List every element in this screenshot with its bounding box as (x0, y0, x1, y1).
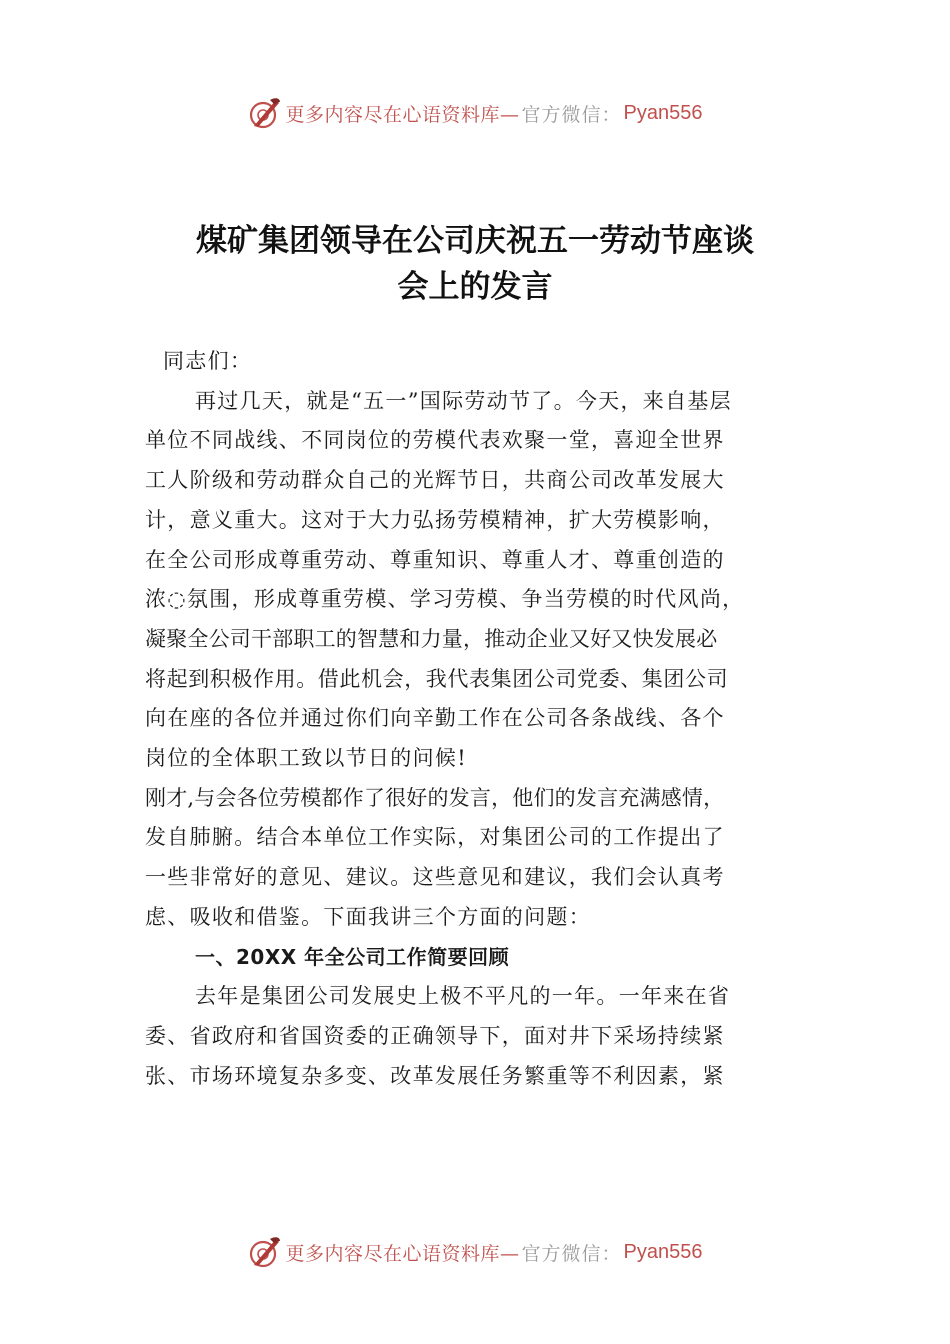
banner-wechat-label: 官方微信： (521, 1242, 622, 1265)
paragraph-line: 张、市场环境复杂多变、改革发展任务繁重等不利因素，紧 (145, 1063, 725, 1088)
document-body (145, 342, 820, 1096)
paragraph-line: 再过几天，就是“五一”国际劳动节了。今天，来自基层 (195, 388, 732, 413)
title-line-2: 会上的发言 (397, 269, 553, 305)
banner-text: 更多内容尽在心语资料库— (285, 1242, 520, 1265)
banner-wechat-id: Pyan556 (623, 1240, 703, 1263)
title-line-1: 煤矿集团领导在公司庆祝五一劳动节座谈 (196, 223, 754, 259)
paragraph-line: 去年是集团公司发展史上极不平凡的一年。一年来在省 (195, 984, 731, 1009)
quill-logo-icon (248, 1235, 282, 1269)
salutation: 同志们： (163, 349, 253, 373)
section-heading: 一、20XX 年全公司工作简要回顾 (195, 944, 510, 969)
paragraph-line: 一些非常好的意见、建议。这些意见和建议，我们会认真考 (145, 865, 725, 890)
banner-wechat-id: Pyan556 (623, 101, 703, 124)
document-title (100, 218, 850, 310)
paragraph-line: 工人阶级和劳动群众自己的光辉节日，共商公司改革发展大 (145, 468, 725, 493)
paragraph-line: 将起到积极作用。借此机会，我代表集团公司党委、集团公司 (145, 666, 729, 691)
header-banner (0, 93, 950, 133)
paragraph-line: 刚才,与会各位劳模都作了很好的发言，他们的发言充满感情， (145, 785, 725, 810)
paragraph-line: 计，意义重大。这对于大力弘扬劳模精神，扩大劳模影响， (145, 507, 725, 532)
quill-logo-icon (248, 96, 282, 130)
paragraph-line: 凝聚全公司干部职工的智慧和力量，推动企业又好又快发展必 (145, 626, 718, 651)
paragraph-line: 委、省政府和省国资委的正确领导下，面对井下采场持续紧 (145, 1023, 725, 1048)
paragraph-line: 虑、吸收和借鉴。下面我讲三个方面的问题： (145, 904, 591, 929)
banner-wechat-label: 官方微信： (521, 103, 622, 126)
paragraph-line: 单位不同战线、不同岗位的劳模代表欢聚一堂，喜迎全世界 (145, 428, 725, 453)
banner-text: 更多内容尽在心语资料库— (285, 103, 520, 126)
paragraph-line: 岗位的全体职工致以节日的问候! (145, 746, 467, 771)
footer-banner (0, 1232, 950, 1272)
paragraph-line: 发自肺腑。结合本单位工作实际，对集团公司的工作提出了 (145, 825, 725, 850)
paragraph-line: 向在座的各位并通过你们向辛勤工作在公司各条战线、各个 (145, 706, 725, 731)
paragraph-line: 浓◌氛围，形成尊重劳模、学习劳模、争当劳模的时代风尚， (145, 587, 745, 612)
paragraph-line: 在全公司形成尊重劳动、尊重知识、尊重人才、尊重创造的 (145, 547, 725, 572)
